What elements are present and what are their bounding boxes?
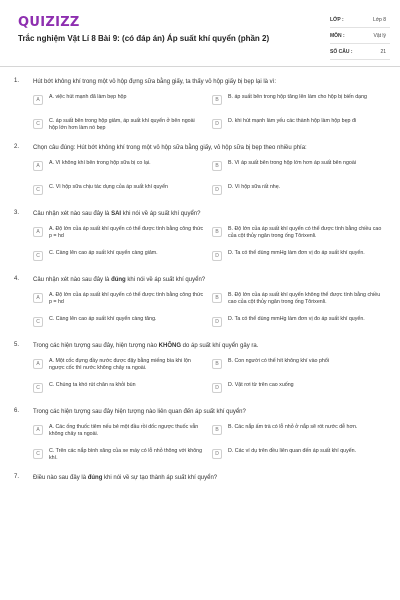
answer-options — [33, 292, 383, 334]
question-text-start: Điều nào sau đây là — [33, 475, 88, 481]
question-text-emphasis: đúng — [111, 277, 126, 283]
option-text: C. Trên các nắp bình xăng của xe máy có lỗ nhỏ thông với không khí. — [49, 448, 203, 461]
header — [0, 0, 400, 66]
option-text: A. Các ống thuốc tiêm nếu bẻ một đầu rồi dốc ngược thuốc vẫn không chảy ra ngoài. — [49, 424, 199, 437]
question-number: 7. — [14, 474, 20, 480]
question-text-end: do áp suất khí quyển gây ra. — [181, 343, 259, 349]
question-text — [33, 474, 378, 482]
question-text — [33, 210, 378, 218]
option-text: D. Các ví dụ trên đều liên quan đến áp suất khí quyển. — [228, 448, 357, 454]
option-text: D. khi hút mạnh làm yếu các thành hộp làm hộp bẹp đi — [228, 118, 357, 124]
question-7 — [0, 474, 400, 482]
question-number: 6. — [14, 408, 20, 414]
option-a[interactable] — [33, 424, 204, 442]
question-text-emphasis: đúng — [87, 475, 103, 481]
answer-options — [33, 160, 383, 202]
option-letter-badge: A — [33, 161, 43, 171]
quiz-meta — [330, 12, 390, 60]
option-a[interactable] — [33, 292, 204, 310]
option-text: B. Các nắp ấm trà có lỗ nhỏ ở nắp sẽ rót nước dễ hơn. — [228, 424, 358, 430]
option-letter-badge: B — [212, 95, 222, 105]
option-c[interactable] — [33, 448, 204, 466]
option-c[interactable] — [33, 316, 204, 334]
option-text: A. Vì không khí bên trong hộp sữa bị co lại. — [49, 160, 151, 166]
question-2 — [0, 144, 400, 202]
option-text: A. Độ lớn của áp suất khí quyển có thể được tính bằng công thức p = hd — [49, 226, 204, 239]
option-letter-badge: D — [212, 383, 222, 393]
question-5 — [0, 342, 400, 400]
option-c[interactable] — [33, 250, 204, 268]
answer-options — [33, 226, 383, 268]
option-letter-badge: C — [33, 449, 43, 459]
option-letter-badge: C — [33, 251, 43, 261]
option-b[interactable] — [212, 160, 383, 178]
question-text: Hút bớt không khí trong một vỏ hộp đựng sữa bằng giấy, ta thấy vỏ hộp giấy bị bẹp lại là vì: — [33, 79, 277, 85]
option-text: B. Độ lớn của áp suất khí quyển có thể được tính bằng chiều cao của cột thủy ngân trong ống Tôrixenli. — [228, 226, 382, 239]
question-text — [33, 342, 378, 350]
option-b[interactable] — [212, 94, 383, 112]
option-letter-badge: D — [212, 317, 222, 327]
question-text-end: khi nói về sự tạo thành áp suất khí quyển? — [102, 475, 218, 481]
option-text: A. Độ lớn của áp suất khí quyển có thể được tính bằng công thức p = hd — [49, 292, 204, 305]
option-letter-badge: A — [33, 293, 43, 303]
option-letter-badge: D — [212, 185, 222, 195]
option-text: B. Con người có thể hít không khí vào phổi — [228, 358, 329, 364]
option-letter-badge: C — [33, 185, 43, 195]
question-text-start: Câu nhận xét nào sau đây là — [33, 211, 112, 217]
option-letter-badge: A — [33, 95, 43, 105]
option-text: D. Ta có thể dùng mmHg làm đơn vị đo áp suất khí quyển. — [228, 316, 365, 322]
option-letter-badge: D — [212, 251, 222, 261]
option-text: B. Độ lớn của áp suất khí quyển không thể được tính bằng chiều cao của cột thủy ngân trong ống Tôrixenli. — [228, 292, 381, 305]
option-c[interactable] — [33, 382, 204, 400]
meta-value-grade: Lớp 8 — [372, 16, 386, 23]
answer-options — [33, 94, 383, 136]
option-letter-badge: D — [212, 449, 222, 459]
option-text: D. Vật rơi từ trên cao xuống — [228, 382, 294, 388]
option-d[interactable] — [212, 250, 383, 268]
question-6 — [0, 408, 400, 466]
option-text: C. Càng lên cao áp suất khí quyển càng tăng. — [49, 316, 157, 322]
meta-key-subject: MÔN : — [330, 32, 345, 39]
option-letter-badge: C — [33, 383, 43, 393]
answer-options — [33, 424, 383, 466]
question-number: 1. — [14, 78, 20, 84]
option-d[interactable] — [212, 382, 383, 400]
header-divider — [0, 66, 400, 67]
option-text: C. Chúng ta khó rút chân ra khỏi bùn — [49, 382, 136, 388]
option-text: C. áp suất bên trong hộp giảm, áp suất khí quyển ở bên ngoài hộp lớn hơn làm nó bẹp — [49, 118, 195, 131]
question-text-start: Trong các hiện tượng sau đây, hiện tượng nào — [33, 343, 159, 349]
question-3 — [0, 210, 400, 268]
option-a[interactable] — [33, 226, 204, 244]
option-letter-badge: C — [33, 119, 43, 129]
quizizz-logo[interactable]: QUIZIZZ — [18, 15, 80, 30]
option-letter-badge: C — [33, 317, 43, 327]
meta-key-grade: LỚP : — [330, 16, 344, 23]
option-b[interactable] — [212, 292, 383, 310]
option-text: C. Vì hộp sữa chịu tác dụng của áp suất khí quyển — [49, 184, 168, 190]
option-letter-badge: D — [212, 119, 222, 129]
meta-key-question-count: SỐ CÂU : — [330, 48, 353, 55]
option-letter-badge: B — [212, 359, 222, 369]
option-text: D. Ta có thể dùng mmHg làm đơn vị đo áp suất khí quyển. — [228, 250, 365, 256]
question-text-emphasis: KHÔNG — [158, 343, 181, 349]
question-number: 2. — [14, 144, 20, 150]
option-text: D. Vì hộp sữa rất nhẹ. — [228, 184, 281, 190]
option-d[interactable] — [212, 316, 383, 334]
question-text-end: khi nói về áp suất khí quyển? — [121, 211, 201, 217]
question-text-end: khi nói về áp suất khí quyển? — [125, 277, 206, 283]
page-title: Trắc nghiệm Vật Lí 8 Bài 9: (có đáp án) Áp suất khí quyển (phần 2) — [18, 34, 270, 43]
option-letter-badge: B — [212, 425, 222, 435]
option-c[interactable] — [33, 184, 204, 202]
option-letter-badge: B — [212, 161, 222, 171]
meta-row-grade — [330, 12, 390, 28]
question-text: Trong các hiện tượng sau đây hiện tượng nào liên quan đến áp suất khí quyển? — [33, 409, 246, 415]
question-list — [0, 70, 400, 482]
answer-options — [33, 358, 383, 400]
question-1 — [0, 78, 400, 136]
option-letter-badge: A — [33, 359, 43, 369]
meta-row-question-count — [330, 44, 390, 60]
question-number: 3. — [14, 210, 20, 216]
option-d[interactable] — [212, 448, 383, 466]
option-letter-badge: B — [212, 293, 222, 303]
question-text-start: Câu nhận xét nào sau đây là — [33, 277, 112, 283]
option-text: B. Vì áp suất bên trong hộp lớn hơn áp suất bên ngoài — [228, 160, 356, 166]
question-text-emphasis: SAI — [111, 211, 122, 217]
meta-row-subject — [330, 28, 390, 44]
option-text: B. áp suất bên trong hộp tăng lên làm cho hộp bị biến dạng — [228, 94, 367, 100]
option-b[interactable] — [212, 424, 383, 442]
option-d[interactable] — [212, 118, 383, 136]
question-text — [33, 276, 378, 284]
question-number: 5. — [14, 342, 20, 348]
question-text: Chọn câu đúng: Hút bớt không khí trong một vỏ hộp sữa bằng giấy, vỏ hộp sữa bị bẹp theo nhiều phía: — [33, 145, 307, 151]
option-c[interactable] — [33, 118, 204, 136]
option-d[interactable] — [212, 184, 383, 202]
meta-value-question-count: 21 — [380, 48, 386, 55]
question-4 — [0, 276, 400, 334]
option-a[interactable] — [33, 160, 204, 178]
question-number: 4. — [14, 276, 20, 282]
option-text: C. Càng lên cao áp suất khí quyển càng giảm. — [49, 250, 158, 256]
option-b[interactable] — [212, 226, 383, 244]
option-letter-badge: A — [33, 227, 43, 237]
option-letter-badge: A — [33, 425, 43, 435]
meta-value-subject: Vật lý — [373, 32, 386, 39]
option-b[interactable] — [212, 358, 383, 376]
option-text: A. Một cốc đựng đầy nước được đậy bằng miếng bìa khi lộn ngược cốc thì nước không chảy ra ngoài. — [49, 358, 191, 371]
option-a[interactable] — [33, 358, 204, 376]
option-text: A. việc hút mạnh đã làm bẹp hộp — [49, 94, 127, 100]
option-a[interactable] — [33, 94, 204, 112]
option-letter-badge: B — [212, 227, 222, 237]
